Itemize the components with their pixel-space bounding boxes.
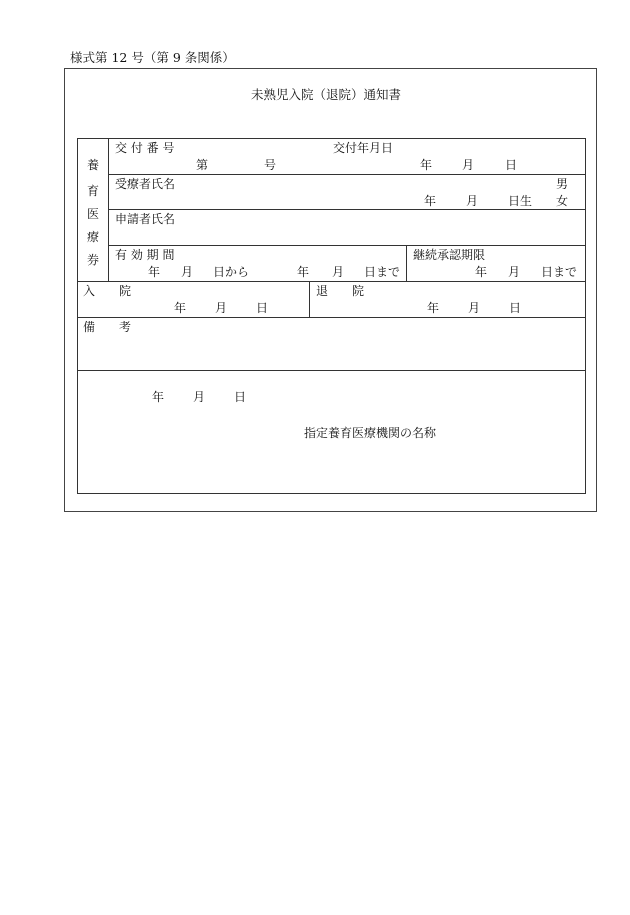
form-title: 未熟児入院（退院）通知書 xyxy=(251,87,402,102)
continuation-hi: 日まで xyxy=(541,265,578,279)
remarks-label: 備 考 xyxy=(83,320,132,334)
notice-date-tsuki: 月 xyxy=(193,390,206,404)
issue-number-go: 号 xyxy=(264,158,277,172)
side-label-char: 療 xyxy=(86,230,99,244)
issue-date-nen: 年 xyxy=(420,158,433,172)
issue-date-hi: 日 xyxy=(505,158,518,172)
validity-to-tsuki: 月 xyxy=(332,265,345,279)
admission-nen: 年 xyxy=(174,301,187,315)
discharge-label: 退 院 xyxy=(316,284,365,298)
discharge-nen: 年 xyxy=(427,301,440,315)
sex-male-option[interactable]: 男 xyxy=(556,177,569,191)
validity-from-hi: 日から xyxy=(213,265,250,279)
issue-date-tsuki: 月 xyxy=(462,158,475,172)
issue-number-label: 交 付 番 号 xyxy=(115,141,175,155)
admission-hi: 日 xyxy=(256,301,269,315)
admission-label: 入 院 xyxy=(83,284,132,298)
continuation-nen: 年 xyxy=(475,265,488,279)
validity-from-nen: 年 xyxy=(148,265,161,279)
institution-name-label: 指定養育医療機関の名称 xyxy=(304,426,437,440)
side-label-char: 育 xyxy=(86,184,99,198)
validity-to-hi: 日まで xyxy=(364,265,401,279)
form-number-header: 様式第 12 号（第 9 条関係） xyxy=(70,50,235,65)
birth-nen: 年 xyxy=(424,194,437,208)
discharge-tsuki: 月 xyxy=(468,301,481,315)
notice-date-nen: 年 xyxy=(152,390,165,404)
applicant-name-label: 申請者氏名 xyxy=(115,212,176,226)
discharge-hi: 日 xyxy=(509,301,522,315)
side-label-char: 医 xyxy=(86,207,99,221)
birth-tsuki: 月 xyxy=(466,194,479,208)
validity-period-label: 有 効 期 間 xyxy=(115,248,175,262)
recipient-name-label: 受療者氏名 xyxy=(115,177,176,191)
issue-date-label: 交付年月日 xyxy=(333,141,394,155)
continuation-deadline-label: 継続承認期限 xyxy=(413,248,486,262)
validity-from-tsuki: 月 xyxy=(181,265,194,279)
side-label-char: 券 xyxy=(86,253,99,267)
birth-hisei: 日生 xyxy=(508,194,533,208)
side-label-char: 養 xyxy=(86,158,99,172)
issue-number-dai: 第 xyxy=(196,158,209,172)
validity-to-nen: 年 xyxy=(297,265,310,279)
admission-tsuki: 月 xyxy=(215,301,228,315)
continuation-tsuki: 月 xyxy=(508,265,521,279)
sex-female-option[interactable]: 女 xyxy=(556,194,569,208)
notice-date-hi: 日 xyxy=(234,390,247,404)
